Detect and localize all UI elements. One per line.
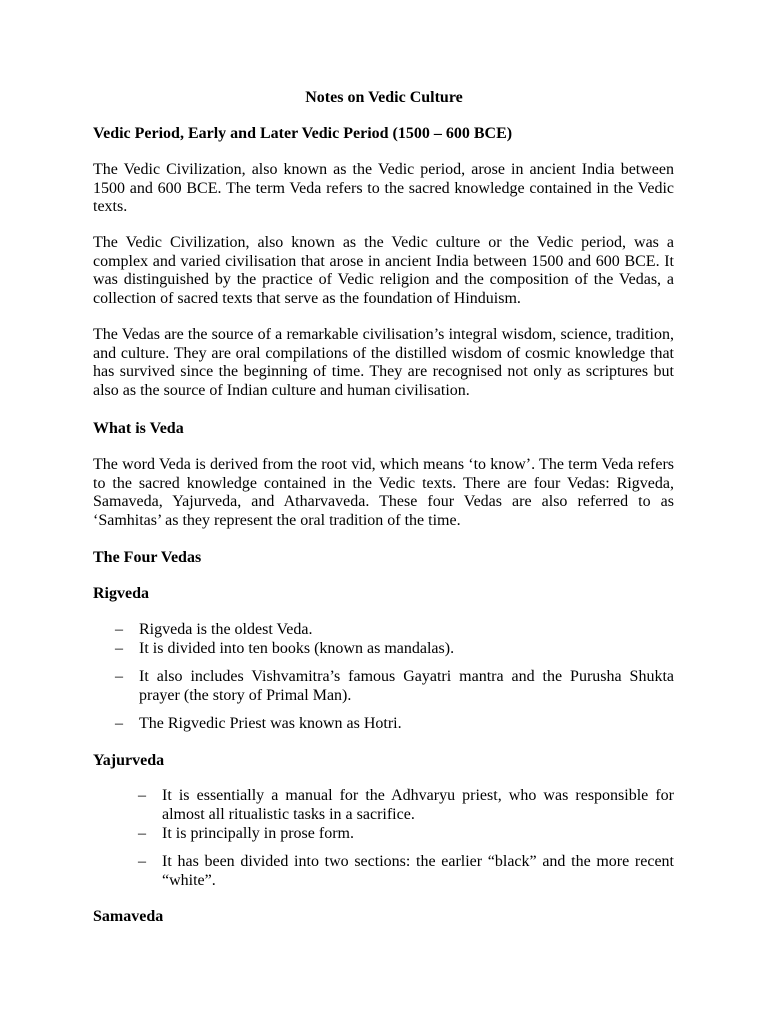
intro-paragraph-2: The Vedic Civilization, also known as the Vedic culture or the Vedic period, was a complex and varied civilisation that arose in ancient India between 1500 and 600 BCE. It was distinguished by the practice of Vedic religion and the composition of the Vedas, a collection of sacred texts that serve as the foundation of Hinduism.	[93, 234, 674, 307]
rigveda-list-item	[115, 668, 674, 705]
intro-paragraph-1: The Vedic Civilization, also known as the Vedic period, arose in ancient India between 1500 and 600 BCE. The term Veda refers to the sacred knowledge contained in the Vedic texts.	[93, 161, 674, 216]
yajurveda-list-item	[138, 787, 674, 824]
yajurveda-list-item	[138, 825, 674, 844]
list-item-text: It has been divided into two sections: the earlier “black” and the more recent “white”.	[162, 853, 674, 889]
what-is-veda-heading: What is Veda	[93, 420, 184, 437]
what-is-veda-paragraph: The word Veda is derived from the root vid, which means ‘to know’. The term Veda refers to the sacred knowledge contained in the Vedic texts. There are four Vedas: Rigveda, Samaveda, Yajurveda, and Atharvaveda. These four Vedas are also referred to as ‘Samhitas’ as they represent the oral tradition of the time.	[93, 456, 674, 529]
yajurveda-list-item	[138, 853, 674, 890]
document-title: Notes on Vedic Culture	[305, 89, 463, 106]
dash-bullet: –	[115, 715, 123, 732]
dash-bullet: –	[138, 825, 146, 842]
section-heading: Vedic Period, Early and Later Vedic Period (1500 – 600 BCE)	[93, 125, 513, 142]
intro-paragraph-3: The Vedas are the source of a remarkable civilisation’s integral wisdom, science, tradition, and culture. They are oral compilations of the distilled wisdom of cosmic knowledge that has survived since the beginning of time. They are recognised not only as scriptures but also as the source of Indian culture and human civilisation.	[93, 326, 674, 399]
rigveda-heading: Rigveda	[93, 585, 149, 602]
rigveda-list-item	[115, 621, 674, 640]
samaveda-heading: Samaveda	[93, 908, 164, 925]
list-item-text: It is essentially a manual for the Adhvaryu priest, who was responsible for almost all ritualistic tasks in a sacrifice.	[162, 787, 674, 823]
four-vedas-heading: The Four Vedas	[93, 549, 202, 566]
dash-bullet: –	[115, 640, 123, 657]
dash-bullet: –	[138, 787, 146, 804]
list-item-text: It is principally in prose form.	[162, 825, 354, 842]
dash-bullet: –	[115, 668, 123, 685]
list-item-text: The Rigvedic Priest was known as Hotri.	[139, 715, 402, 732]
rigveda-list-item	[115, 715, 674, 734]
list-item-text: Rigveda is the oldest Veda.	[139, 621, 313, 638]
list-item-text: It is divided into ten books (known as mandalas).	[139, 640, 455, 657]
yajurveda-heading: Yajurveda	[93, 752, 165, 769]
rigveda-list-item	[115, 640, 674, 659]
dash-bullet: –	[115, 621, 123, 638]
list-item-text: It also includes Vishvamitra’s famous Gayatri mantra and the Purusha Shukta prayer (the story of Primal Man).	[139, 668, 674, 704]
dash-bullet: –	[138, 853, 146, 870]
